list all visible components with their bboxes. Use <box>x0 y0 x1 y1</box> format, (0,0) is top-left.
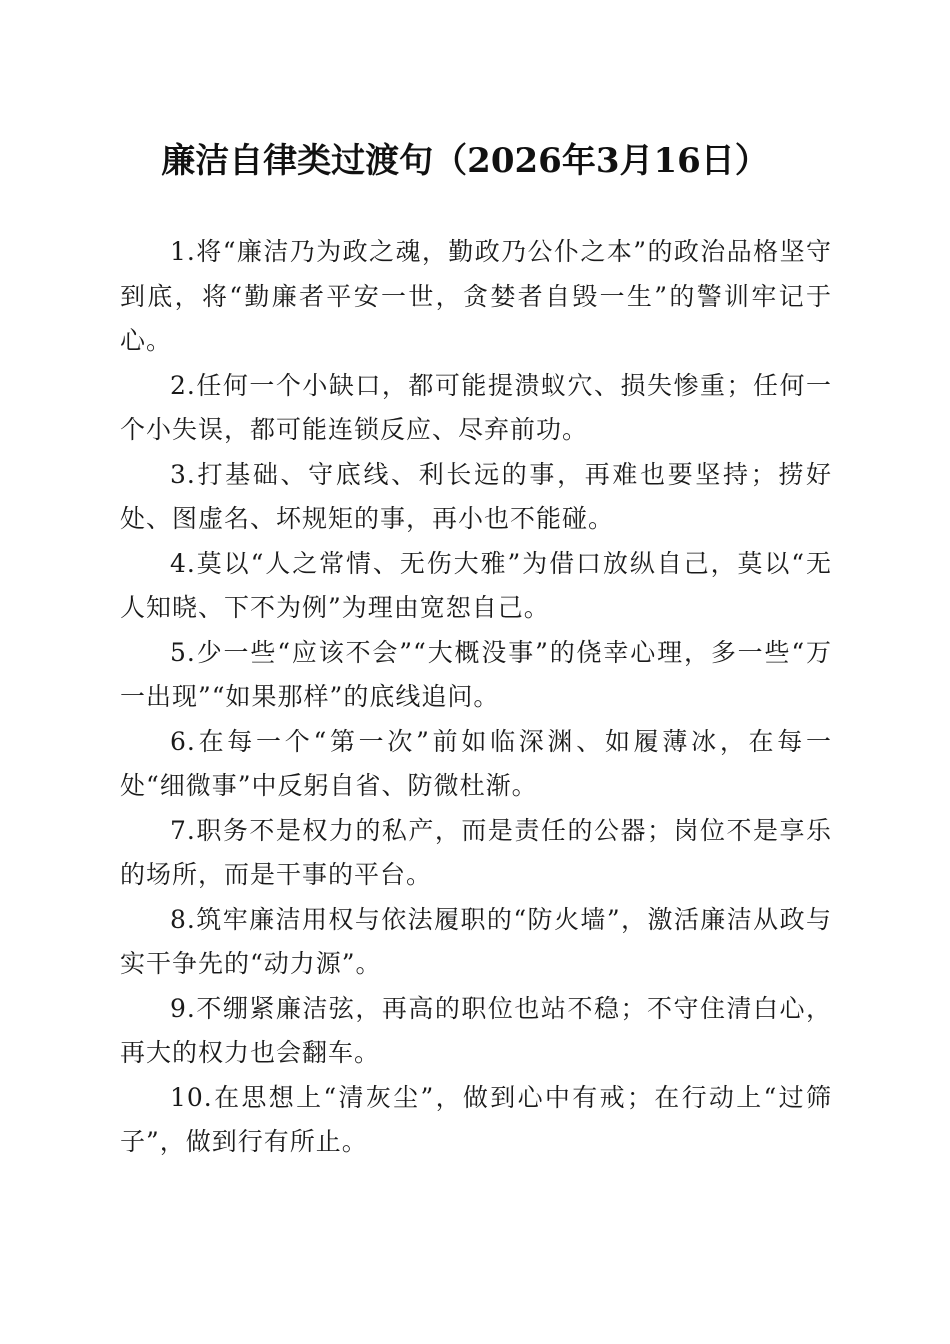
paragraph-6: 6.在每一个“第一次”前如临深渊、如履薄冰，在每一处“细微事”中反躬自省、防微杜渐。 <box>120 726 832 800</box>
document-body <box>120 230 832 1165</box>
paragraph-4: 4.莫以“人之常情、无伤大雅”为借口放纵自己，莫以“无人知晓、下不为例”为理由宽恕自己。 <box>120 548 832 622</box>
paragraph-9: 9.不绷紧廉洁弦，再高的职位也站不稳；不守住清白心，再大的权力也会翻车。 <box>120 993 832 1067</box>
paragraph-1: 1.将“廉洁乃为政之魂，勤政乃公仆之本”的政治品格坚守到底，将“勤廉者平安一世，贪婪者自毁一生”的警训牢记于心。 <box>120 237 832 355</box>
paragraph-8: 8.筑牢廉洁用权与依法履职的“防火墙”，激活廉洁从政与实干争先的“动力源”。 <box>120 904 832 978</box>
paragraph-7: 7.职务不是权力的私产，而是责任的公器；岗位不是享乐的场所，而是干事的平台。 <box>120 815 832 889</box>
paragraph-10: 10.在思想上“清灰尘”，做到心中有戒；在行动上“过筛子”，做到行有所止。 <box>120 1082 832 1156</box>
paragraph-5: 5.少一些“应该不会”“大概没事”的侥幸心理，多一些“万一出现”“如果那样”的底线追问。 <box>120 637 832 711</box>
document-title: 廉洁自律类过渡句（2026年3月16日） <box>161 141 769 181</box>
paragraph-2: 2.任何一个小缺口，都可能提溃蚁穴、损失惨重；任何一个小失误，都可能连锁反应、尽弃前功。 <box>120 370 832 444</box>
paragraph-3: 3.打基础、守底线、利长远的事，再难也要坚持；捞好处、图虚名、坏规矩的事，再小也不能碰。 <box>120 459 832 533</box>
